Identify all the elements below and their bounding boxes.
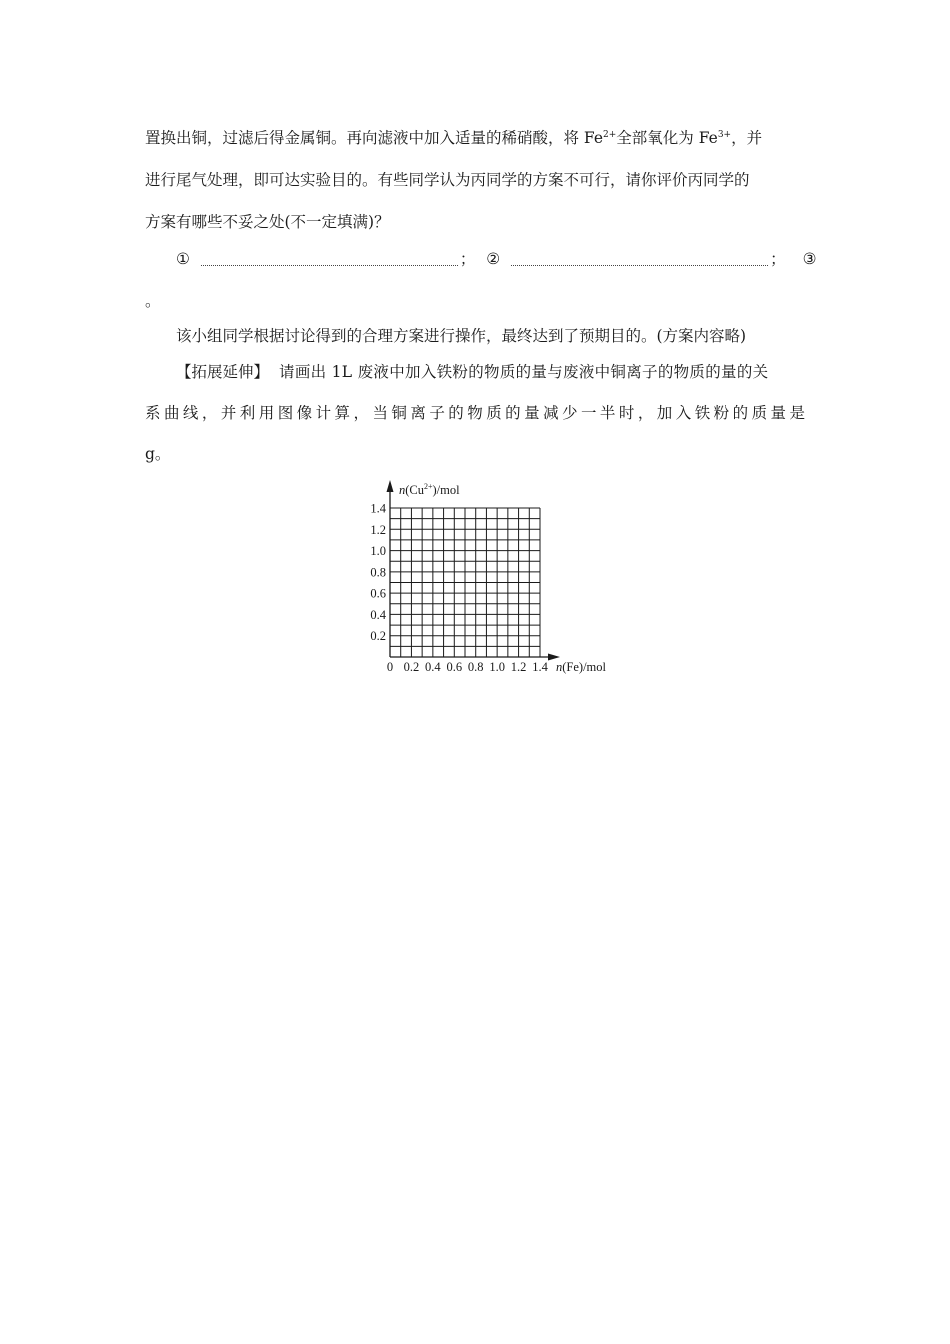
passage-text: 置换出铜，过滤后得金属铜。再向滤液中加入适量的稀硝酸，将 Fe [145,129,604,147]
x-tick-label: 1.4 [532,660,548,674]
passage-line-5: 。 [145,292,161,310]
passage-text: 请画出 1L 废液中加入铁粉的物质的量与废液中铜离子的物质的量的关 [279,363,769,381]
superscript: 3+ [717,130,732,140]
blank-separator: ； [459,250,476,268]
passage-line-6: 该小组同学根据讨论得到的合理方案进行操作，最终达到了预期目的。(方案内容略) [176,327,747,345]
y-tick-label: 0.2 [370,629,386,644]
y-tick-label: 1.4 [370,501,386,516]
passage-line-8: 系曲线，并利用图像计算，当铜离子的物质的量减少一半时，加入铁粉的质量是 [145,404,805,422]
blank-marker-1: ① [176,250,190,268]
passage-text: ，并 [731,129,763,147]
passage-line-9: g。 [145,445,171,463]
y-tick-label: 1.2 [370,522,386,537]
chart-labels [370,482,606,674]
passage-text: 全部氧化为 Fe [616,129,718,147]
superscript: 2+ [603,130,617,140]
x-axis-title: n(Fe)/mol [556,660,606,674]
origin-label: 0 [386,660,394,674]
passage-line-2: 进行尾气处理，即可达实验目的。有些同学认为丙同学的方案不可行，请你评价丙同学的 [145,171,750,189]
y-tick-label: 0.6 [370,586,386,601]
passage-line-3: 方案有哪些不妥之处(不一定填满)？ [145,213,390,231]
extension-label: 【拓展延伸】 [176,363,270,381]
chart-axes [387,480,561,661]
blank-separator: ； [770,250,786,268]
y-tick-label: 1.0 [370,544,386,559]
blank-marker-3: ③ [802,250,817,268]
x-tick-label: 0.8 [467,660,484,674]
chart-grid [390,508,540,657]
y-axis-title: $n(Cu^{2+})$/mol [399,482,460,497]
blank-marker-2: ② [486,250,501,268]
x-tick-label: 0.2 [403,660,420,674]
y-axis-arrow [387,480,394,492]
y-tick-label: 0.4 [370,607,386,622]
x-tick-label: 0.6 [446,660,463,674]
x-tick-label: 1.0 [489,660,505,674]
x-tick-label: 0.4 [425,660,441,674]
x-tick-label: 1.2 [510,660,527,674]
y-tick-label: 0.8 [370,565,386,580]
